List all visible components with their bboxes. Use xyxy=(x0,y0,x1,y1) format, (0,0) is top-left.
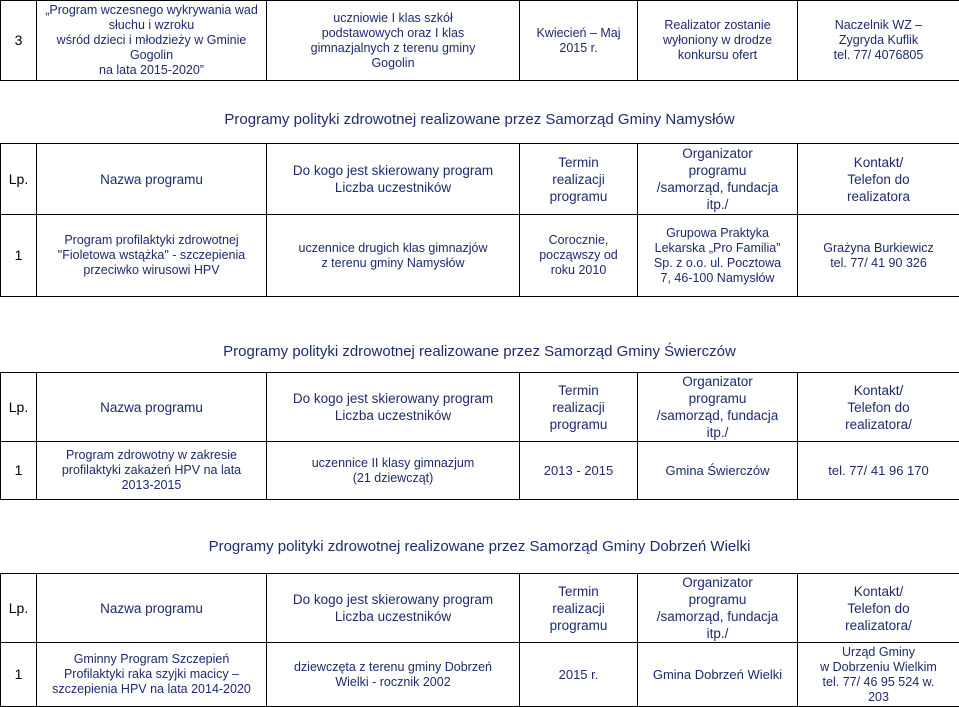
header-organizer: Organizator programu /samorząd, fundacja itp./ xyxy=(638,144,798,215)
header-audience: Do kogo jest skierowany program Liczba uczestników xyxy=(267,574,520,643)
header-name: Nazwa programu xyxy=(37,373,267,442)
header-organizer: Organizator programu /samorząd, fundacja itp./ xyxy=(638,574,798,643)
row-number: 1 xyxy=(1,643,37,707)
program-term: Corocznie, począwszy od roku 2010 xyxy=(520,215,638,297)
program-contact: tel. 77/ 41 96 170 xyxy=(798,442,959,500)
program-contact: Grażyna Burkiewicz tel. 77/ 41 90 326 xyxy=(798,215,959,297)
program-name: Program zdrowotny w zakresie profilaktyki zakażeń HPV na lata 2013-2015 xyxy=(37,442,267,500)
program-name: „Program wczesnego wykrywania wad słuchu i wzroku wśród dzieci i młodzieży w Gminie Gogolin na lata 2015-2020” xyxy=(37,1,267,81)
program-audience: dziewczęta z terenu gminy Dobrzeń Wielki - rocznik 2002 xyxy=(267,643,520,707)
section-title-namyslow: Programy polityki zdrowotnej realizowane przez Samorząd Gminy Namysłów xyxy=(0,111,959,129)
header-name: Nazwa programu xyxy=(37,574,267,643)
program-organizer: Realizator zostanie wyłoniony w drodze konkursu ofert xyxy=(638,1,798,81)
table-dobrzen-wielki xyxy=(0,573,959,707)
table-namyslow xyxy=(0,143,959,297)
table-gogolin xyxy=(0,0,959,81)
table-row xyxy=(1,1,959,81)
row-number: 1 xyxy=(1,215,37,297)
program-contact: Naczelnik WZ – Zygryda Kuflik tel. 77/ 4076805 xyxy=(798,1,959,81)
header-lp: Lp. xyxy=(1,373,37,442)
program-contact: Urząd Gminy w Dobrzeniu Wielkim tel. 77/ 46 95 524 w. 203 xyxy=(798,643,959,707)
program-name: Gminny Program Szczepień Profilaktyki raka szyjki macicy – szczepienia HPV na lata 2014-2020 xyxy=(37,643,267,707)
row-number: 1 xyxy=(1,442,37,500)
program-audience: uczennice drugich klas gimnazjów z terenu gminy Namysłów xyxy=(267,215,520,297)
program-audience: uczniowie I klas szkół podstawowych oraz I klas gimnazjalnych z terenu gminy Gogolin xyxy=(267,1,520,81)
program-organizer: Grupowa Praktyka Lekarska „Pro Familia” Sp. z o.o. ul. Pocztowa 7, 46-100 Namysłów xyxy=(638,215,798,297)
table-swierczow xyxy=(0,372,959,500)
header-lp: Lp. xyxy=(1,574,37,643)
section-title-dobrzen-wielki: Programy polityki zdrowotnej realizowane przez Samorząd Gminy Dobrzeń Wielki xyxy=(0,538,959,556)
table-header-row xyxy=(1,144,959,215)
program-organizer: Gmina Świerczów xyxy=(638,442,798,500)
header-term: Termin realizacji programu xyxy=(520,144,638,215)
header-audience: Do kogo jest skierowany program Liczba uczestników xyxy=(267,144,520,215)
table-header-row xyxy=(1,574,959,643)
header-contact: Kontakt/ Telefon do realizatora xyxy=(798,144,959,215)
program-name: Program profilaktyki zdrowotnej "Fioletowa wstążka" - szczepienia przeciwko wirusowi HPV xyxy=(37,215,267,297)
header-lp: Lp. xyxy=(1,144,37,215)
table-header-row xyxy=(1,373,959,442)
header-term: Termin realizacji programu xyxy=(520,574,638,643)
header-term: Termin realizacji programu xyxy=(520,373,638,442)
program-term: 2013 - 2015 xyxy=(520,442,638,500)
program-term: 2015 r. xyxy=(520,643,638,707)
section-title-swierczow: Programy polityki zdrowotnej realizowane przez Samorząd Gminy Świerczów xyxy=(0,343,959,361)
program-term: Kwiecień – Maj 2015 r. xyxy=(520,1,638,81)
program-organizer: Gmina Dobrzeń Wielki xyxy=(638,643,798,707)
header-contact: Kontakt/ Telefon do realizatora/ xyxy=(798,574,959,643)
table-row xyxy=(1,643,959,707)
table-row xyxy=(1,215,959,297)
header-name: Nazwa programu xyxy=(37,144,267,215)
header-organizer: Organizator programu /samorząd, fundacja itp./ xyxy=(638,373,798,442)
table-row xyxy=(1,442,959,500)
row-number: 3 xyxy=(1,1,37,81)
program-audience: uczennice II klasy gimnazjum (21 dziewcząt) xyxy=(267,442,520,500)
header-audience: Do kogo jest skierowany program Liczba uczestników xyxy=(267,373,520,442)
header-contact: Kontakt/ Telefon do realizatora/ xyxy=(798,373,959,442)
